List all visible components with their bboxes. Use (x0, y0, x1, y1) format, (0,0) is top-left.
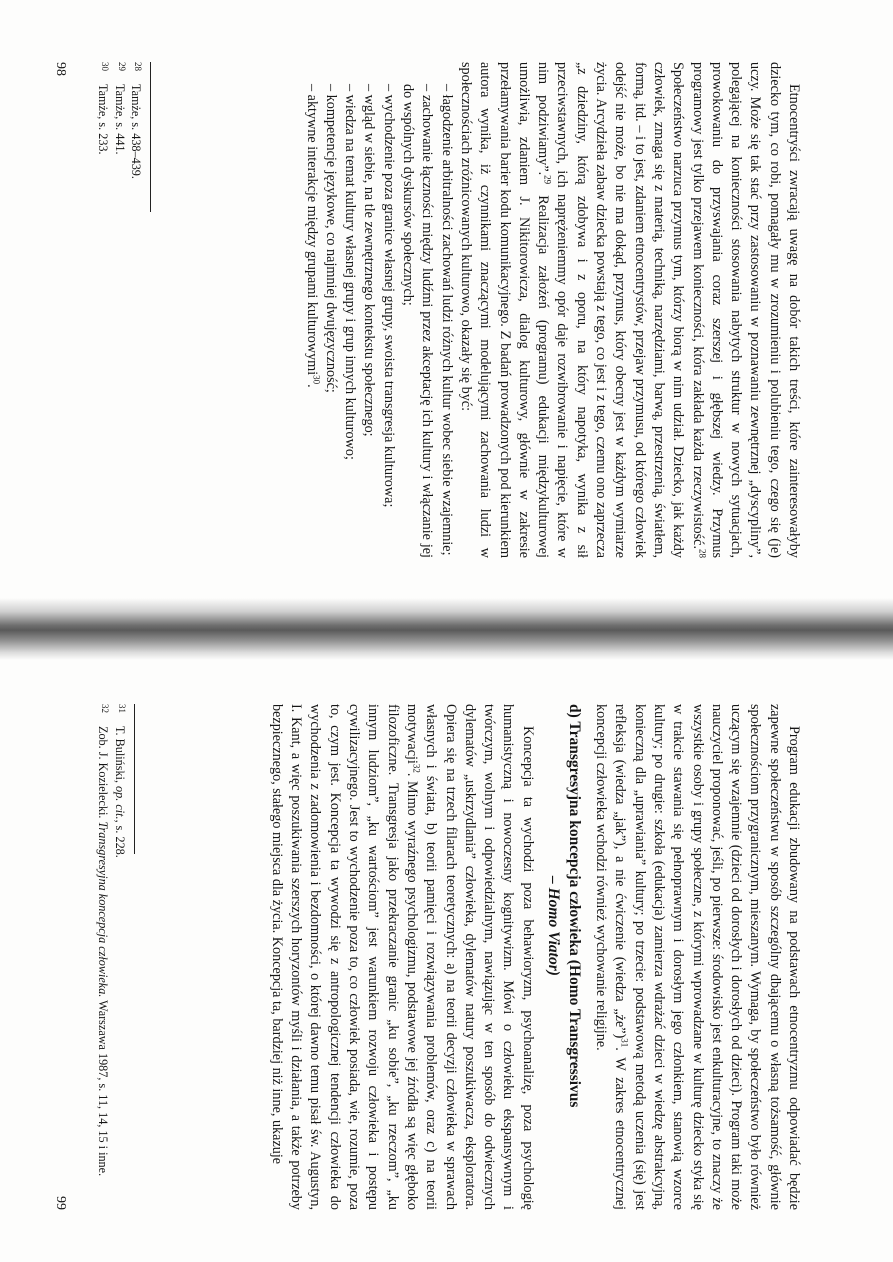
footnote: 28 Tamże, s. 438–439. (129, 62, 144, 179)
left-page (0, 20, 893, 600)
footnote-ref: 31 (620, 1038, 631, 1048)
footnote-ref: 28 (697, 549, 708, 558)
footnote-rule (134, 704, 135, 854)
footnote: 29 Tamże, s. 441. (113, 62, 127, 155)
right-page-body (267, 704, 803, 1210)
footnote: 31 T. Buliński, op. cit., s. 228. (113, 704, 127, 858)
left-page-body (301, 62, 803, 558)
book-gutter-shadow (0, 598, 893, 660)
footnote-ref: 32 (411, 763, 422, 773)
footnotes (95, 62, 152, 558)
list-item: – kompetencje językowe, co najmniej dwujęzyczność; (322, 84, 339, 393)
list-item: – wychodzenie poza granice własnej grupy, swoista transgresja kulturowa; (380, 84, 397, 508)
paragraph: Program edukacji zbudowany na podstawach etnocentryzmu odpowiadać będzie zapewne społeczeństwu w sposób szczególny dbającemu o własną tożsamość, głównie społecznościom przygranicznym, mieszanym. Wymaga, by społeczeństwo było również uczącym się wzajemnie (dzieci od dorosłych i dorosłych od dzieci). Program taki może nauczyciel proponować, jeśli, po pierwsze: środowisko jest enkulturacyjne, to znaczy że wszystkie osoby i grupy społeczne, z którymi wprowadzane w kulturę dziecko styka się w trakcie stawania się pełnoprawnym i dorosłym jego członkiem, stanowią wzorce kultury; po drugie: szkoła (edukacja) zamierza wdrażać dzieci w wiedzę abstrakcyjną, konieczną dla „uprawiania” kultury; po trzecie: podstawową metodą uczenia (się) jest refleksja (wiedza „jak”), a nie ćwiczenie (wiedza „że”)$^{31}$. W zakres etnocentrycznej koncepcji człowieka wchodzi również wychowanie religijne. (593, 704, 802, 1210)
footnote: 32 Zob. J. Kozielecki. Transgresyjna koncepcja człowieka. Warszawa 1987, s. 11, 14, 15 i inne. (96, 704, 111, 1177)
list-item: – łagodzenie arbitralności zachowań ludzi różnych kultur wobec siebie wzajemnie; (438, 84, 455, 556)
footnote-ref: 29 (542, 175, 553, 185)
paragraph: Etnocentryści zwracają uwagę na dobór takich treści, które zainteresowałyby dziecko tym, co robi, pomagały mu w zrozumieniu i polubieniu tego, czego się (je) uczy. Może się tak stać przy zastosowaniu w poznawaniu zewnętrznej „dyscypliny”, polegającej na konieczności stosowania nabytych struktur w nowych sytuacjach, prowokowaniu do przyswajania coraz szerszej i głębszej wiedzy. Przymus programowy jest tylko przejawem konieczności, która zakłada każda rzeczywistość.$^{28}$ Społeczeństwo narzuca przymus tym, którzy biorą w nim udział. Dziecko, jak każdy człowiek, zmaga się z materią, techniką, narzędziami, barwą, przestrzenią, światłem, formą, itd. – i to jest, zdaniem etnocentrystów, przejaw przymusu, od którego człowiek odejść nie może, bo nie ma dokąd, przymus, który obecny jest w każdym wymiarze życia. Arcydzieła zabaw dziecka powstają z tego, co jest i z tego, czemu ono zaprzecza „z dziedziny, którą zdobywa i z oporu, na który napotyka, wynika z sił przeciwstawnych, ich naprężeniemmy opór daje rozwibrowanie i napięcie, które w nim podziwiamy”.$^{29}$ Realizacja założeń (programu) edukacji międzykulturowej umożliwia, zdaniem J. Nikitorowicza, dialog kulturowy, głównie w zakresie przełamywania barier kodu komunikacyjnego. Z badań prowadzonych pod kierunkiem autora wynika, iż czynnikami znaczącymi modelującymi zachowania ludzi w społecznościach zróżnicowanych kulturowo, okazały się być: (457, 62, 802, 558)
footnotes (95, 704, 135, 1210)
right-page (0, 662, 893, 1252)
list-item: – aktywne interakcje między grupami kulturowymi$^{30}$. (303, 84, 322, 388)
list-item: – wgląd w siebie, na tle zewnętrznego kontekstu społecznego; (361, 84, 378, 437)
footnote: 30 Tamże, s. 233. (96, 62, 111, 155)
list-item: – zachowanie łączności między ludźmi przez akceptację ich kultury i włączanie jej do wspólnych dyskursów społecznych; (400, 84, 436, 558)
page-number: 98 (53, 62, 68, 76)
footnote-rule (151, 62, 152, 212)
page-number: 99 (53, 1196, 68, 1210)
section-heading: d) Transgresyjna koncepcja człowieka (Homo Transgressivus – Homo Viator) (544, 704, 583, 1108)
list-item: – wiedza na temat kultury własnej grupy i grup innych kulturowo; (342, 84, 359, 460)
footnote-ref: 30 (311, 375, 322, 385)
paragraph: Koncepcja ta wychodzi poza behawioryzm, psychoanalizę, poza psychologię humanistyczną i nowoczesny kognitywizm. Mówi o człowieku ekspansywnym i twórczym, wolnym i odpowiedzialnym, nawiązując w ten sposób do odwiecznych dylematów „uskrzydlania” człowieka, dylematów natury poszukiwacza, eksploratora. Opiera się na trzech filarach teoretycznych: a) na teorii decyzji człowieka w sprawach własnych i świata, b) teorii pamięci i rozwiązywania problemów, oraz c) na teorii motywacji$^{32}$. Mimo wyraźnego psychologizmu, podstawowe jej źródła są więc głęboko filozoficzne. Transgresja jako przekraczanie granic „ku sobie”, „ku rzeczom”, „ku innym ludziom”, „ku wartościom” jest warunkiem rozwoju człowieka i postępu cywilizacyjnego. Jest to wychodzenie poza to, co człowiek posiada, wie, rozumie, poza to, czym jest. Koncepcja ta wywodzi się z antropologicznej tendencji człowieka do wychodzenia z zadomowienia i bezdomności, o której dawno temu pisał św. Augustyn, I. Kant, a więc poszukiwania szerszych horyzontów myśli i działania, a także potrzeby bezpiecznego, stałego miejsca dla życia. Koncepcja ta, bardziej niż inne, ukazuje (268, 704, 536, 1210)
